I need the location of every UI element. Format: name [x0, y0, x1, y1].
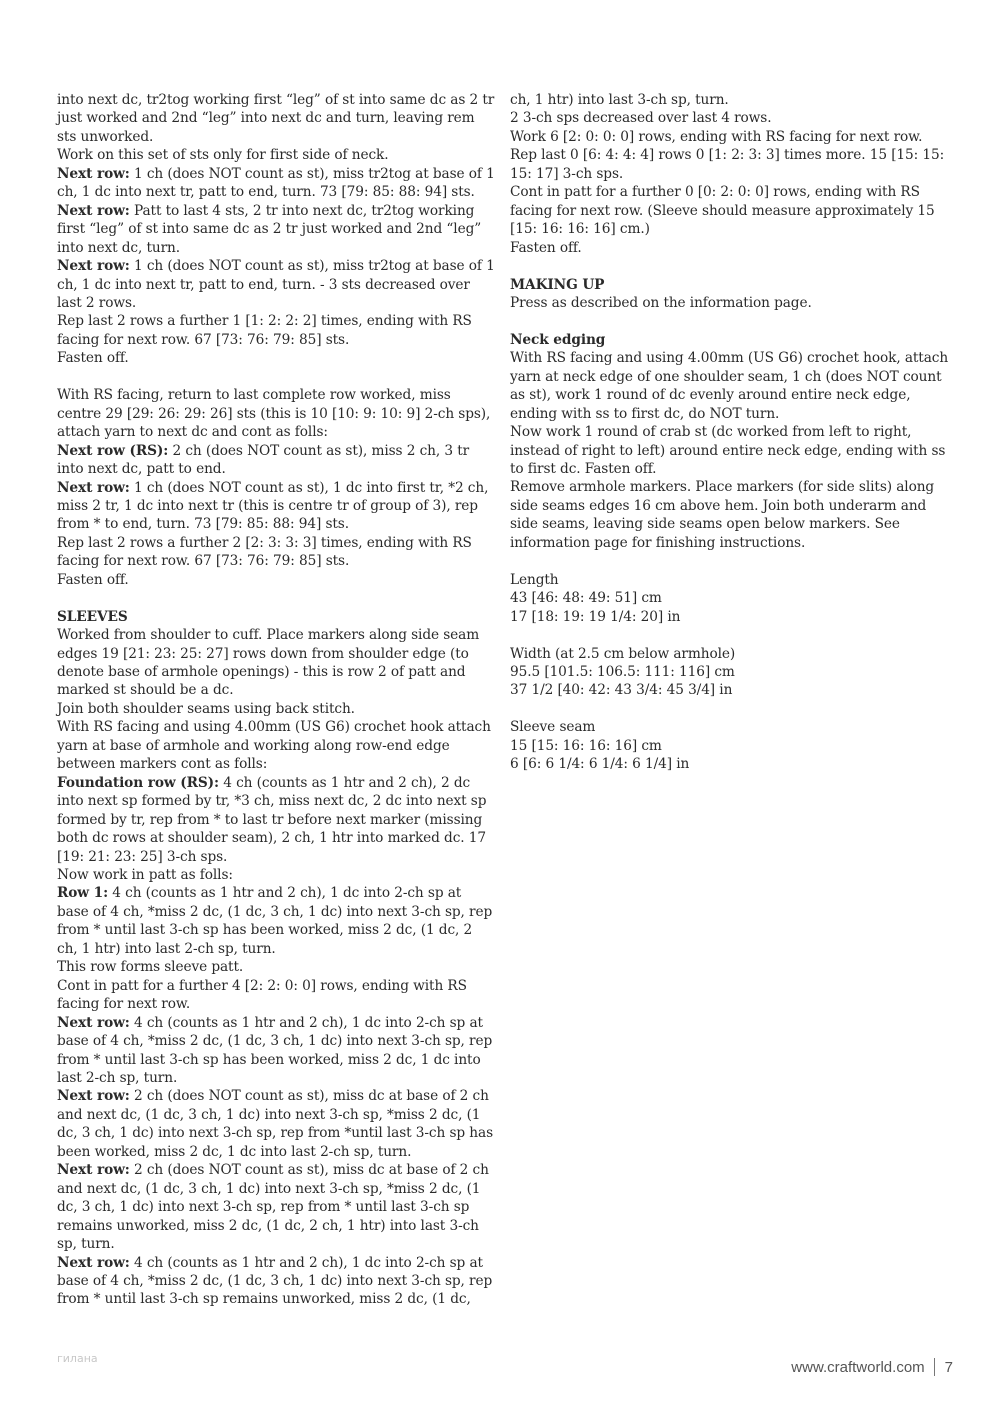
section-heading: SLEEVES	[57, 608, 128, 625]
instruction-line	[57, 165, 495, 202]
instruction-text: 4 ch (counts as 1 htr and 2 ch), 2 dc into next sp formed by tr, *3 ch, miss next dc, 2 dc into next sp formed by tr, rep from * to last tr before next marker (missing both dc rows at shoulder seam), 2 ch, 1 htr into marked dc. 17 [19: 21: 23: 25] 3-ch sps.	[57, 774, 487, 865]
instruction-text: 6 [6: 6 1/4: 6 1/4: 6 1/4] in	[510, 756, 690, 773]
instruction-line	[57, 312, 495, 349]
instruction-text: With RS facing, return to last complete row worked, miss centre 29 [29: 26: 29: 26] sts (this is 10 [10: 9: 10: 9] 2-ch sps), attach yarn to next dc and cont as folls:	[57, 387, 491, 441]
instruction-text: 2 ch (does NOT count as st), miss 2 ch, 3 tr into next dc, patt to end.	[57, 442, 470, 478]
row-label: Next row:	[57, 1254, 130, 1271]
instruction-line	[57, 884, 495, 958]
instruction-line	[510, 571, 950, 589]
instruction-line	[57, 202, 495, 257]
instruction-text: Join both shoulder seams using back stitch.	[57, 700, 355, 717]
section-heading: Neck edging	[510, 331, 606, 348]
instruction-text: 1 ch (does NOT count as st), 1 dc into first tr, *2 ch, miss 2 tr, 1 dc into next tr (this is centre tr of group of 3), rep from * to end, turn. 73 [79: 85: 88: 94] sts.	[57, 479, 489, 533]
instruction-text: Now work 1 round of crab st (dc worked from left to right, instead of right to left) around entire neck edge, ending with ss to first dc. Fasten off.	[510, 424, 946, 478]
left-column	[57, 91, 495, 1309]
instruction-line	[57, 479, 495, 534]
instruction-line	[57, 626, 495, 700]
instruction-line	[510, 608, 950, 626]
instruction-text: Fasten off.	[510, 239, 582, 256]
row-label: Next row:	[57, 1162, 130, 1179]
page-footer	[791, 1358, 953, 1376]
instruction-text: 4 ch (counts as 1 htr and 2 ch), 1 dc into 2-ch sp at base of 4 ch, *miss 2 dc, (1 dc, 3 ch, 1 dc) into next 3-ch sp, rep from * until last 3-ch sp has been worked, miss 2 dc, 1 dc into last 2-ch sp, turn.	[57, 1014, 493, 1086]
instruction-text: Length	[510, 571, 559, 588]
instruction-line	[57, 774, 495, 866]
instruction-text: Fasten off.	[57, 571, 129, 588]
instruction-line	[510, 294, 950, 312]
instruction-text: 37 1/2 [40: 42: 43 3/4: 45 3/4] in	[510, 682, 733, 699]
instruction-line	[510, 663, 950, 681]
instruction-line	[510, 109, 950, 127]
row-label: Next row:	[57, 165, 130, 182]
instruction-line	[57, 958, 495, 976]
instruction-line	[510, 478, 950, 552]
instruction-line	[57, 866, 495, 884]
instruction-line	[57, 349, 495, 367]
instruction-text: Cont in patt for a further 0 [0: 2: 0: 0] rows, ending with RS facing for next row. (Sleeve should measure approximately 15 [15: 16: 16: 16] cm.)	[510, 184, 935, 238]
watermark: гилана	[57, 1352, 98, 1365]
instruction-text: Rep last 2 rows a further 2 [2: 3: 3: 3] times, ending with RS facing for next row. 67 [73: 76: 79: 85] sts.	[57, 534, 472, 570]
instruction-line	[57, 1254, 495, 1309]
instruction-line	[510, 423, 950, 478]
instruction-line	[510, 681, 950, 699]
instruction-text: Patt to last 4 sts, 2 tr into next dc, tr2tog working first “leg” of st into same dc as 2 tr just worked and 2nd “leg” into next dc, turn.	[57, 202, 482, 256]
row-label: Row 1:	[57, 885, 109, 902]
instruction-text: Remove armhole markers. Place markers (for side slits) along side seams edges 16 cm above hem. Join both underarm and side seams, leaving side seams open below markers. See information page for finishing instructions.	[510, 479, 935, 551]
instruction-line	[57, 718, 495, 773]
instruction-line	[57, 1161, 495, 1253]
instruction-text: With RS facing and using 4.00mm (US G6) crochet hook attach yarn at base of armhole and working along row-end edge between markers cont as folls:	[57, 719, 491, 773]
paragraph-gap	[57, 368, 495, 386]
right-column	[510, 91, 950, 774]
row-label: Next row:	[57, 258, 130, 275]
instruction-line	[57, 700, 495, 718]
row-label: Next row:	[57, 479, 130, 496]
instruction-text: Sleeve seam	[510, 719, 596, 736]
instruction-text: ch, 1 htr) into last 3-ch sp, turn.	[510, 92, 729, 108]
row-label: Next row:	[57, 202, 130, 219]
instruction-text: Work 6 [2: 0: 0: 0] rows, ending with RS facing for next row.	[510, 128, 923, 145]
instruction-line	[57, 146, 495, 164]
paragraph-gap	[510, 700, 950, 718]
instruction-line	[510, 183, 950, 238]
instruction-text: 4 ch (counts as 1 htr and 2 ch), 1 dc into 2-ch sp at base of 4 ch, *miss 2 dc, (1 dc, 3 ch, 1 dc) into next 3-ch sp, rep from * until last 3-ch sp remains unworked, miss 2 dc, (1 dc,	[57, 1254, 493, 1308]
instruction-line	[57, 1087, 495, 1161]
paragraph-gap	[510, 626, 950, 644]
row-label: Next row (RS):	[57, 442, 169, 459]
instruction-text: 95.5 [101.5: 106.5: 111: 116] cm	[510, 663, 735, 680]
instruction-text: Worked from shoulder to cuff. Place markers along side seam edges 19 [21: 23: 25: 27] rows down from shoulder edge (to denote base of armhole openings) - this is row 2 of patt and marked st should be a dc.	[57, 627, 480, 699]
website-link[interactable]: www.craftworld.com	[791, 1358, 925, 1376]
instruction-line	[57, 386, 495, 441]
instruction-line	[57, 257, 495, 312]
instruction-line	[510, 718, 950, 736]
paragraph-gap	[510, 552, 950, 570]
instruction-text: 15 [15: 16: 16: 16] cm	[510, 737, 662, 754]
section-heading: MAKING UP	[510, 276, 605, 293]
instruction-line	[510, 349, 950, 423]
instruction-line	[57, 442, 495, 479]
instruction-line	[510, 91, 950, 109]
instruction-line	[510, 737, 950, 755]
row-label: Next row:	[57, 1088, 130, 1105]
instruction-line	[57, 534, 495, 571]
instruction-text: This row forms sleeve patt.	[57, 959, 244, 976]
instruction-text: 43 [46: 48: 49: 51] cm	[510, 590, 662, 607]
instruction-line	[510, 128, 950, 146]
instruction-text: Press as described on the information page.	[510, 294, 812, 311]
instruction-text: Cont in patt for a further 4 [2: 2: 0: 0] rows, ending with RS facing for next row.	[57, 977, 467, 1013]
instruction-line	[510, 645, 950, 663]
instruction-line	[57, 91, 495, 146]
instruction-text: Now work in patt as folls:	[57, 867, 233, 883]
instruction-text: 2 3-ch sps decreased over last 4 rows.	[510, 110, 772, 127]
instruction-line	[510, 755, 950, 773]
instruction-text: 2 ch (does NOT count as st), miss dc at base of 2 ch and next dc, (1 dc, 3 ch, 1 dc) into next 3-ch sp, *miss 2 dc, (1 dc, 3 ch, 1 dc) into next 3-ch sp, rep from *until last 3-ch sp has been worked, miss 2 dc, 1 dc into last 2-ch sp, turn.	[57, 1088, 494, 1160]
instruction-text: 2 ch (does NOT count as st), miss dc at base of 2 ch and next dc, (1 dc, 3 ch, 1 dc) into next 3-ch sp, *miss 2 dc, (1 dc, 3 ch, 1 dc) into next 3-ch sp, rep from * until last 3-ch sp remains unworked, miss 2 dc, (1 dc, 2 ch, 1 htr) into last 3-ch sp, turn.	[57, 1162, 489, 1253]
instruction-text: Rep last 0 [6: 4: 4: 4] rows 0 [1: 2: 3: 3] times more. 15 [15: 15: 15: 17] 3-ch sps.	[510, 147, 945, 182]
instruction-text: With RS facing and using 4.00mm (US G6) crochet hook, attach yarn at neck edge of one shoulder seam, 1 ch (does NOT count as st), work 1 round of dc evenly around entire neck edge, ending with ss to first dc, do NOT turn.	[510, 350, 949, 422]
paragraph-gap	[57, 589, 495, 607]
instruction-line	[510, 589, 950, 607]
instruction-text: Work on this set of sts only for first side of neck.	[57, 147, 389, 164]
instruction-text: 4 ch (counts as 1 htr and 2 ch), 1 dc into 2-ch sp at base of 4 ch, *miss 2 dc, (1 dc, 3 ch, 1 dc) into next 3-ch sp, rep from * until last 3-ch sp has been worked, miss 2 dc, (1 dc, 2 ch, 1 htr) into last 2-ch sp, turn.	[57, 885, 493, 957]
instruction-line	[57, 1014, 495, 1088]
instruction-text: 1 ch (does NOT count as st), miss tr2tog at base of 1 ch, 1 dc into next tr, patt to end, turn. 73 [79: 85: 88: 94] sts.	[57, 165, 495, 201]
instruction-text: into next dc, tr2tog working first “leg” of st into same dc as 2 tr just worked and 2nd “leg” into next dc and turn, leaving rem sts unworked.	[57, 92, 495, 145]
instruction-text: 17 [18: 19: 19 1/4: 20] in	[510, 608, 681, 625]
paragraph-gap	[510, 312, 950, 330]
instruction-line	[57, 977, 495, 1014]
instruction-line	[510, 146, 950, 183]
instruction-line	[510, 239, 950, 257]
instruction-text: Width (at 2.5 cm below armhole)	[510, 645, 736, 662]
paragraph-gap	[510, 257, 950, 275]
instruction-text: Rep last 2 rows a further 1 [1: 2: 2: 2] times, ending with RS facing for next row. 67 [73: 76: 79: 85] sts.	[57, 313, 472, 348]
footer-divider	[934, 1358, 935, 1376]
page-number: 7	[944, 1358, 953, 1376]
instruction-line	[57, 571, 495, 589]
instruction-text: 1 ch (does NOT count as st), miss tr2tog at base of 1 ch, 1 dc into next tr, patt to end, turn. - 3 sts decreased over last 2 rows.	[57, 258, 495, 311]
instruction-text: Fasten off.	[57, 350, 129, 367]
row-label: Next row:	[57, 1014, 130, 1031]
row-label: Foundation row (RS):	[57, 774, 219, 791]
